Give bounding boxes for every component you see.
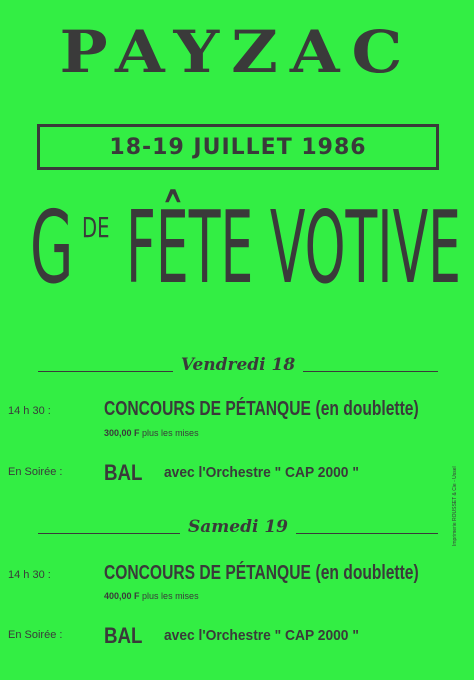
prize-rest: plus les mises bbox=[142, 591, 199, 601]
event-detail: (en doublette) bbox=[315, 398, 419, 420]
headline bbox=[30, 189, 462, 306]
divider-line bbox=[38, 371, 173, 372]
prize-rest: plus les mises bbox=[142, 428, 199, 438]
event-title bbox=[104, 562, 419, 585]
event-prize bbox=[104, 591, 199, 601]
event-time: 14 h 30 : bbox=[8, 569, 51, 581]
day-header-friday bbox=[38, 352, 438, 378]
event-title: BAL bbox=[104, 460, 143, 485]
headline-prefix-superscript: DE bbox=[82, 211, 110, 244]
prize-amount: 400,00 F bbox=[104, 591, 140, 601]
date-box bbox=[37, 124, 439, 170]
event-time: 14 h 30 : bbox=[8, 405, 51, 417]
event-title bbox=[104, 398, 419, 421]
divider-line bbox=[296, 533, 438, 534]
event-detail: (en doublette) bbox=[315, 562, 419, 584]
day-label: Samedi 19 bbox=[187, 517, 289, 537]
day-header-saturday bbox=[38, 514, 438, 540]
divider-line bbox=[303, 371, 438, 372]
event-detail: avec l'Orchestre " CAP 2000 " bbox=[164, 464, 359, 481]
day-label: Vendredi 18 bbox=[180, 355, 296, 375]
event-title-text: CONCOURS DE PÉTANQUE bbox=[104, 398, 311, 420]
printer-credit: Imprimerie ROUSSET & Cie - Ussel bbox=[452, 466, 458, 546]
prize-amount: 300,00 F bbox=[104, 428, 140, 438]
event-title-text: CONCOURS DE PÉTANQUE bbox=[104, 562, 311, 584]
event-time: En Soirée : bbox=[8, 466, 63, 478]
headline-main: FÊTE VOTIVE bbox=[126, 189, 462, 306]
town-name: PAYZAC bbox=[59, 18, 415, 87]
event-time: En Soirée : bbox=[8, 629, 63, 641]
divider-line bbox=[38, 533, 180, 534]
event-dates: 18-19 JUILLET 1986 bbox=[109, 134, 367, 160]
headline-prefix: G bbox=[30, 189, 73, 306]
event-detail: avec l'Orchestre " CAP 2000 " bbox=[164, 627, 359, 644]
event-title: BAL bbox=[104, 623, 143, 648]
event-prize bbox=[104, 428, 199, 438]
